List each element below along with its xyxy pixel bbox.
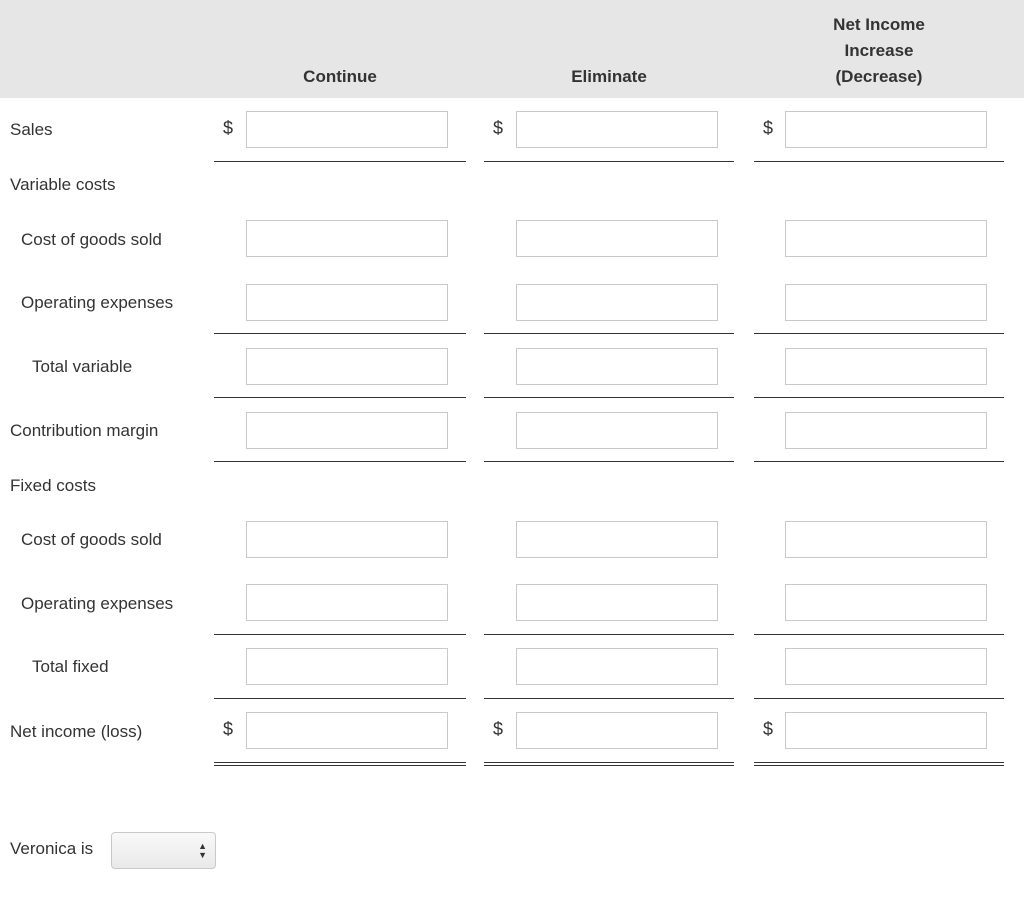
row-label-contribution-margin: Contribution margin <box>10 421 159 440</box>
fixed-cogs-continue-input[interactable] <box>246 521 448 558</box>
total-variable-net-income-input[interactable] <box>785 348 987 385</box>
contribution-margin-eliminate-input[interactable] <box>516 412 718 449</box>
row-label-variable-opex: Operating expenses <box>21 293 174 312</box>
variable-opex-net-income-input[interactable] <box>785 284 987 321</box>
variable-opex-eliminate-input[interactable] <box>516 284 718 321</box>
underline <box>484 461 734 462</box>
underline <box>754 461 1004 462</box>
underline <box>754 161 1004 162</box>
total-fixed-continue-input[interactable] <box>246 648 448 685</box>
fixed-cogs-net-income-input[interactable] <box>785 521 987 558</box>
variable-cogs-eliminate-input[interactable] <box>516 220 718 257</box>
sales-net-income-input[interactable] <box>785 111 987 148</box>
underline <box>484 698 734 699</box>
fixed-opex-eliminate-input[interactable] <box>516 584 718 621</box>
underline <box>754 634 1004 635</box>
underline <box>214 333 466 334</box>
total-fixed-eliminate-input[interactable] <box>516 648 718 685</box>
row-label-net-income: Net income (loss) <box>10 722 143 741</box>
dollar-sign: $ <box>763 118 774 138</box>
column-header-eliminate: Eliminate <box>571 67 647 86</box>
row-label-variable-cogs: Cost of goods sold <box>21 230 162 249</box>
underline <box>754 397 1004 398</box>
row-label-variable-costs: Variable costs <box>10 175 116 194</box>
contribution-margin-continue-input[interactable] <box>246 412 448 449</box>
underline <box>484 634 734 635</box>
dollar-sign: $ <box>493 719 504 739</box>
fixed-opex-net-income-input[interactable] <box>785 584 987 621</box>
total-variable-eliminate-input[interactable] <box>516 348 718 385</box>
sales-eliminate-input[interactable] <box>516 111 718 148</box>
underline <box>214 461 466 462</box>
select-arrows-icon: ▲ ▼ <box>198 841 207 860</box>
double-underline <box>214 762 466 766</box>
dollar-sign: $ <box>223 719 234 739</box>
fixed-opex-continue-input[interactable] <box>246 584 448 621</box>
underline <box>214 397 466 398</box>
sales-continue-input[interactable] <box>246 111 448 148</box>
variable-cogs-continue-input[interactable] <box>246 220 448 257</box>
row-label-fixed-opex: Operating expenses <box>21 594 174 613</box>
row-label-total-variable: Total variable <box>32 357 133 376</box>
underline <box>214 634 466 635</box>
dollar-sign: $ <box>493 118 504 138</box>
row-label-sales: Sales <box>10 120 53 139</box>
underline <box>214 161 466 162</box>
net-income-eliminate-input[interactable] <box>516 712 718 749</box>
net-income-continue-input[interactable] <box>246 712 448 749</box>
row-label-total-fixed: Total fixed <box>32 657 109 676</box>
variable-cogs-net-income-input[interactable] <box>785 220 987 257</box>
dollar-sign: $ <box>763 719 774 739</box>
contribution-margin-net-income-input[interactable] <box>785 412 987 449</box>
net-income-net-income-input[interactable] <box>785 712 987 749</box>
underline <box>754 698 1004 699</box>
double-underline <box>484 762 734 766</box>
column-header-continue: Continue <box>303 67 377 86</box>
dollar-sign: $ <box>223 118 234 138</box>
double-underline <box>754 762 1004 766</box>
total-fixed-net-income-input[interactable] <box>785 648 987 685</box>
conclusion-label: Veronica is <box>10 839 94 858</box>
underline <box>484 397 734 398</box>
row-label-fixed-cogs: Cost of goods sold <box>21 530 162 549</box>
variable-opex-continue-input[interactable] <box>246 284 448 321</box>
row-label-fixed-costs: Fixed costs <box>10 476 96 495</box>
underline <box>484 333 734 334</box>
conclusion-select[interactable] <box>111 832 216 869</box>
total-variable-continue-input[interactable] <box>246 348 448 385</box>
underline <box>214 698 466 699</box>
column-header-net-income: Net Income Increase (Decrease) <box>833 15 925 86</box>
fixed-cogs-eliminate-input[interactable] <box>516 521 718 558</box>
underline <box>484 161 734 162</box>
underline <box>754 333 1004 334</box>
